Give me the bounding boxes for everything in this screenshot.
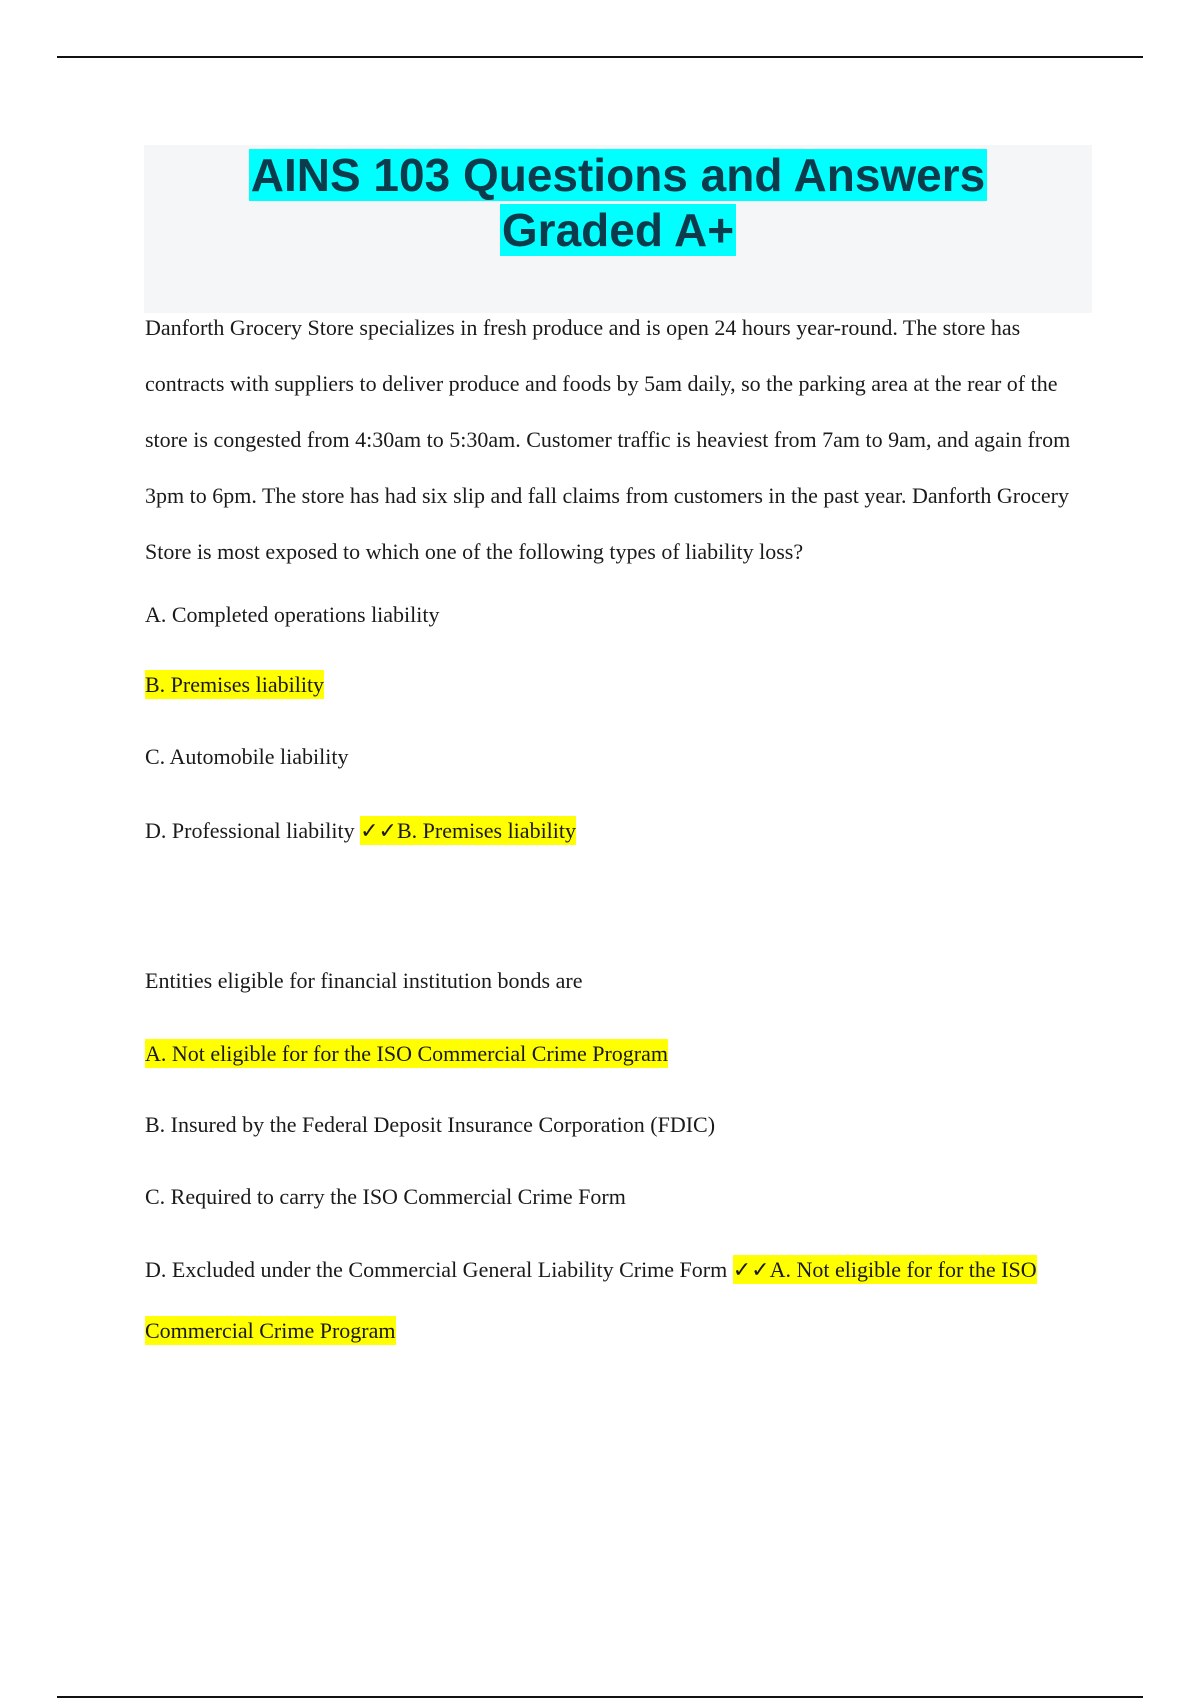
question-2-answer: ✓✓A. Not eligible for for the ISO Commercial Crime Program: [145, 1257, 1037, 1343]
question-1-option-b: [145, 670, 1095, 700]
question-1-option-a: A. Completed operations liability: [145, 602, 440, 627]
question-1-option-b-highlight: B. Premises liability: [145, 672, 325, 697]
question-1-text: Danforth Grocery Store specializes in fresh produce and is open 24 hours year-round. The store has contracts with suppliers to deliver produce and foods by 5am daily, so the parking area at the rear of the store is congested from 4:30am to 5:30am. Customer traffic is heaviest from 7am to 9am, and again from 3pm to 6pm. The store has had six slip and fall claims from customers in the past year. Danforth Grocery Store is most exposed to which one of the following types of liability loss?: [145, 315, 1071, 564]
question-1-option-d: [145, 816, 1095, 846]
question-1-option-d-text: D. Professional liability: [145, 818, 355, 843]
title-box: [144, 145, 1092, 313]
question-1-answer: ✓✓B. Premises liability: [360, 818, 577, 843]
title-line-2: Graded A+: [501, 204, 735, 256]
question-2-option-c: C. Required to carry the ISO Commercial Crime Form: [145, 1184, 626, 1209]
question-2-option-a-highlight: A. Not eligible for for the ISO Commercial Crime Program: [145, 1041, 668, 1066]
question-2-text: Entities eligible for financial institution bonds are: [145, 968, 583, 993]
title-line-1: AINS 103 Questions and Answers: [250, 149, 986, 201]
document-body: [145, 300, 1095, 1361]
question-2-option-b: B. Insured by the Federal Deposit Insurance Corporation (FDIC): [145, 1112, 716, 1137]
question-2-option-d-text: D. Excluded under the Commercial General Liability Crime Form: [145, 1257, 728, 1282]
question-2-option-a: [145, 1039, 1095, 1069]
page-title: [144, 145, 1092, 258]
question-1-option-c: C. Automobile liability: [145, 744, 349, 769]
question-2-option-d: [145, 1239, 1095, 1361]
top-rule: [57, 56, 1143, 58]
bottom-rule: [57, 1696, 1143, 1698]
